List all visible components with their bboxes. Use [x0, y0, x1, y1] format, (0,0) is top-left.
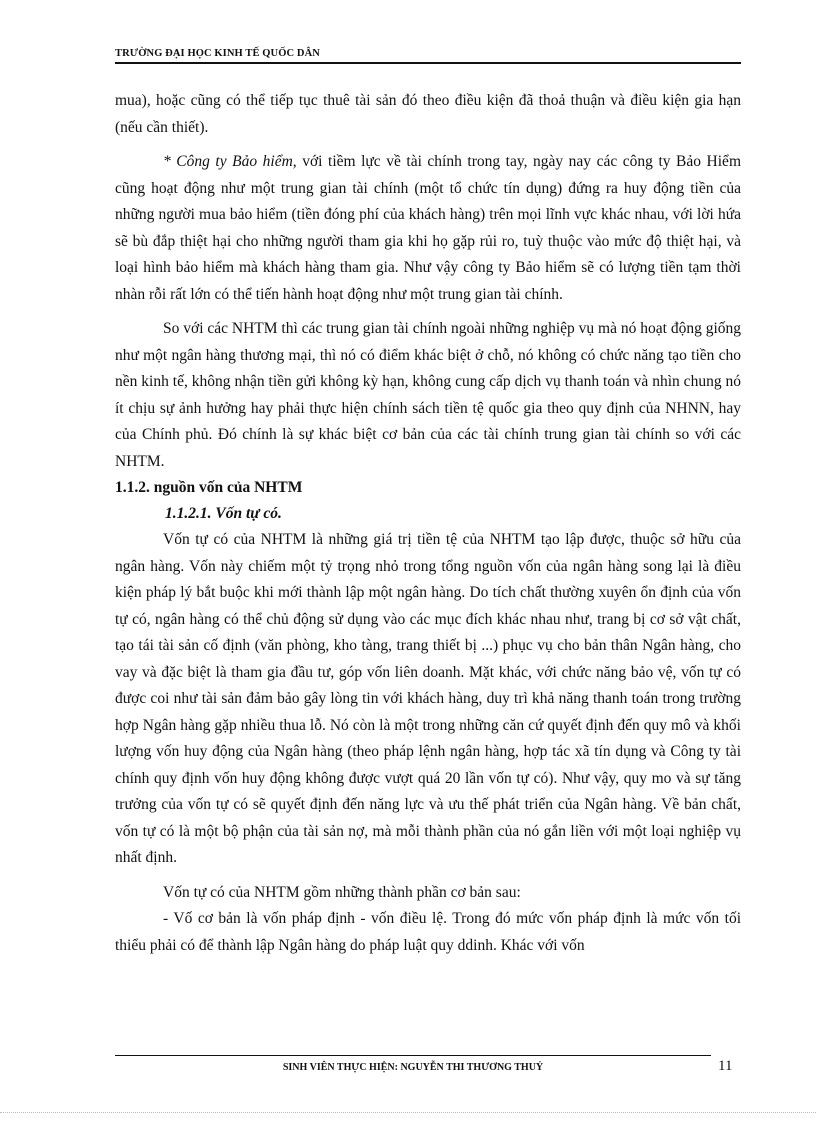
paragraph-components: Vốn tự có của NHTM gồm những thành phần cơ bản sau:: [163, 883, 521, 901]
footer-divider: [115, 1055, 711, 1056]
page-header: TRƯỜNG ĐẠI HỌC KINH TẾ QUỐC DÂN: [115, 48, 741, 64]
paragraph-comparison: So với các NHTM thì các trung gian tài chính ngoài những nghiệp vụ mà nó hoạt động giống như một ngân hàng thương mại, thì nó có điểm khác biệt ở chỗ, nó không có chức năng tạo tiền cho nền kinh tế, không nhận tiền gửi không kỳ hạn, không cung cấp dịch vụ thanh toán và nhìn chung nó ít chịu sự ảnh hưởng hay phải thực hiện chính sách tiền tệ quốc gia theo quy định của NHNN, hay của Chính phủ. Đó chính là sự khác biệt cơ bản của các tài chính trung gian tài chính so với các NHTM.: [115, 320, 741, 470]
paragraph-insurance: [115, 149, 741, 308]
subsection-heading: 1.1.2.1. Vốn tự có.: [165, 505, 282, 522]
page-number: 11: [718, 1058, 733, 1074]
insurance-lead: * Công ty Bảo hiểm,: [163, 153, 297, 170]
page-body: [115, 88, 741, 967]
paragraph-continuation: mua), hoặc cũng có thể tiếp tục thuê tài sản đó theo điều kiện đã thoả thuận và điều kiện gia hạn (nếu cần thiết).: [115, 92, 741, 136]
page-break-line: [0, 1112, 816, 1113]
paragraph-equity: Vốn tự có của NHTM là những giá trị tiền tệ của NHTM tạo lập được, thuộc sở hữu của ngân hàng. Vốn này chiếm một tỷ trọng nhỏ trong tổng nguồn vốn của ngân hàng song lại là điều kiện pháp lý bắt buộc khi mới thành lập một ngân hàng. Do tích chất thường xuyên ổn định của vốn tự có, ngân hàng có thể chủ động sử dụng vào các mục đích khác nhau như, trang bị cơ sở vật chất, tạo tái tài sản cố định (văn phòng, kho tàng, trang thiết bị ...) phục vụ cho bản thân Ngân hàng, cho vay và đặc biệt là tham gia đầu tư, góp vốn liên doanh. Mặt khác, với chức năng bảo vệ, vốn tự có được coi như tài sản đảm bảo gây lòng tin với khách hàng, duy trì khả năng thanh toán trong trường hợp Ngân hàng gặp nhiều thua lỗ. Nó còn là một trong những căn cứ quyết định đến quy mô và khối lượng vốn huy động của Ngân hàng (theo pháp lệnh ngân hàng, hợp tác xã tín dụng và Công ty tài chính quy định vốn huy động không được vượt quá 20 lần vốn tự có). Như vậy, quy mo và sự tăng trưởng của vốn tự có sẽ quyết định đến năng lực và ưu thế phát triển của Ngân hàng. Về bản chất, vốn tự có là một bộ phận của tài sản nợ, mà mỗi thành phần của nó gắn liền với một loại nghiệp vụ nhất định.: [115, 531, 741, 866]
insurance-text: với tiềm lực về tài chính trong tay, ngày nay các công ty Bảo Hiểm cũng hoạt động như một trung gian tài chính (một tổ chức tín dụng) đứng ra huy động tiền của những người mua bảo hiểm (tiền đóng phí của khách hàng) trên mọi lĩnh vực khác nhau, với lời hứa sẽ bù đắp thiệt hại cho những người tham gia khi họ gặp rủi ro, tuỳ thuộc vào mức độ thiệt hại, và loại hình bảo hiểm mà khách hàng tham gia. Như vậy công ty Bảo hiểm sẽ có lượng tiền tạm thời nhàn rỗi rất lớn có thể tiến hành hoạt động như một trung gian tài chính.: [115, 153, 741, 303]
section-heading: 1.1.2. nguồn vốn của NHTM: [115, 479, 303, 496]
footer-author: SINH VIÊN THỰC HIỆN: NGUYỄN THI THƯƠNG THUỶ: [282, 1062, 544, 1073]
paragraph-charter-capital: - Vố cơ bản là vốn pháp định - vốn điều lệ. Trong đó mức vốn pháp định là mức vốn tối thiểu phải có để thành lập Ngân hàng do pháp luật quy ddinh. Khác với vốn: [115, 910, 741, 954]
